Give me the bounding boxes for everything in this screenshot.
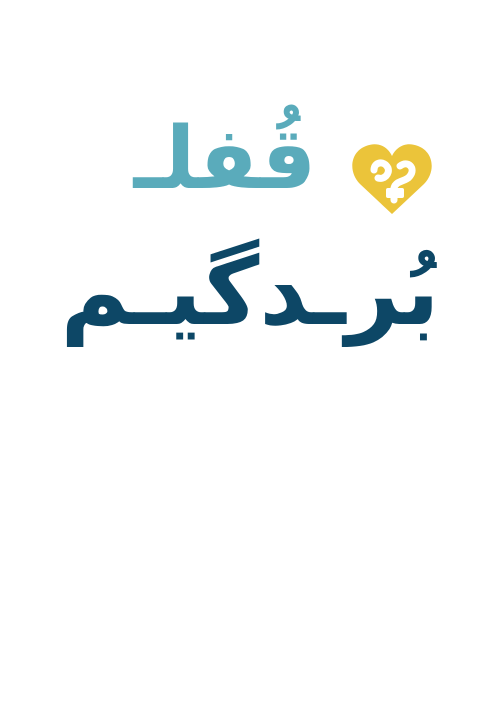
logo-line-2: بُرـدگیـم [60, 238, 440, 347]
logo-line-1: قُفلـ [133, 109, 317, 209]
